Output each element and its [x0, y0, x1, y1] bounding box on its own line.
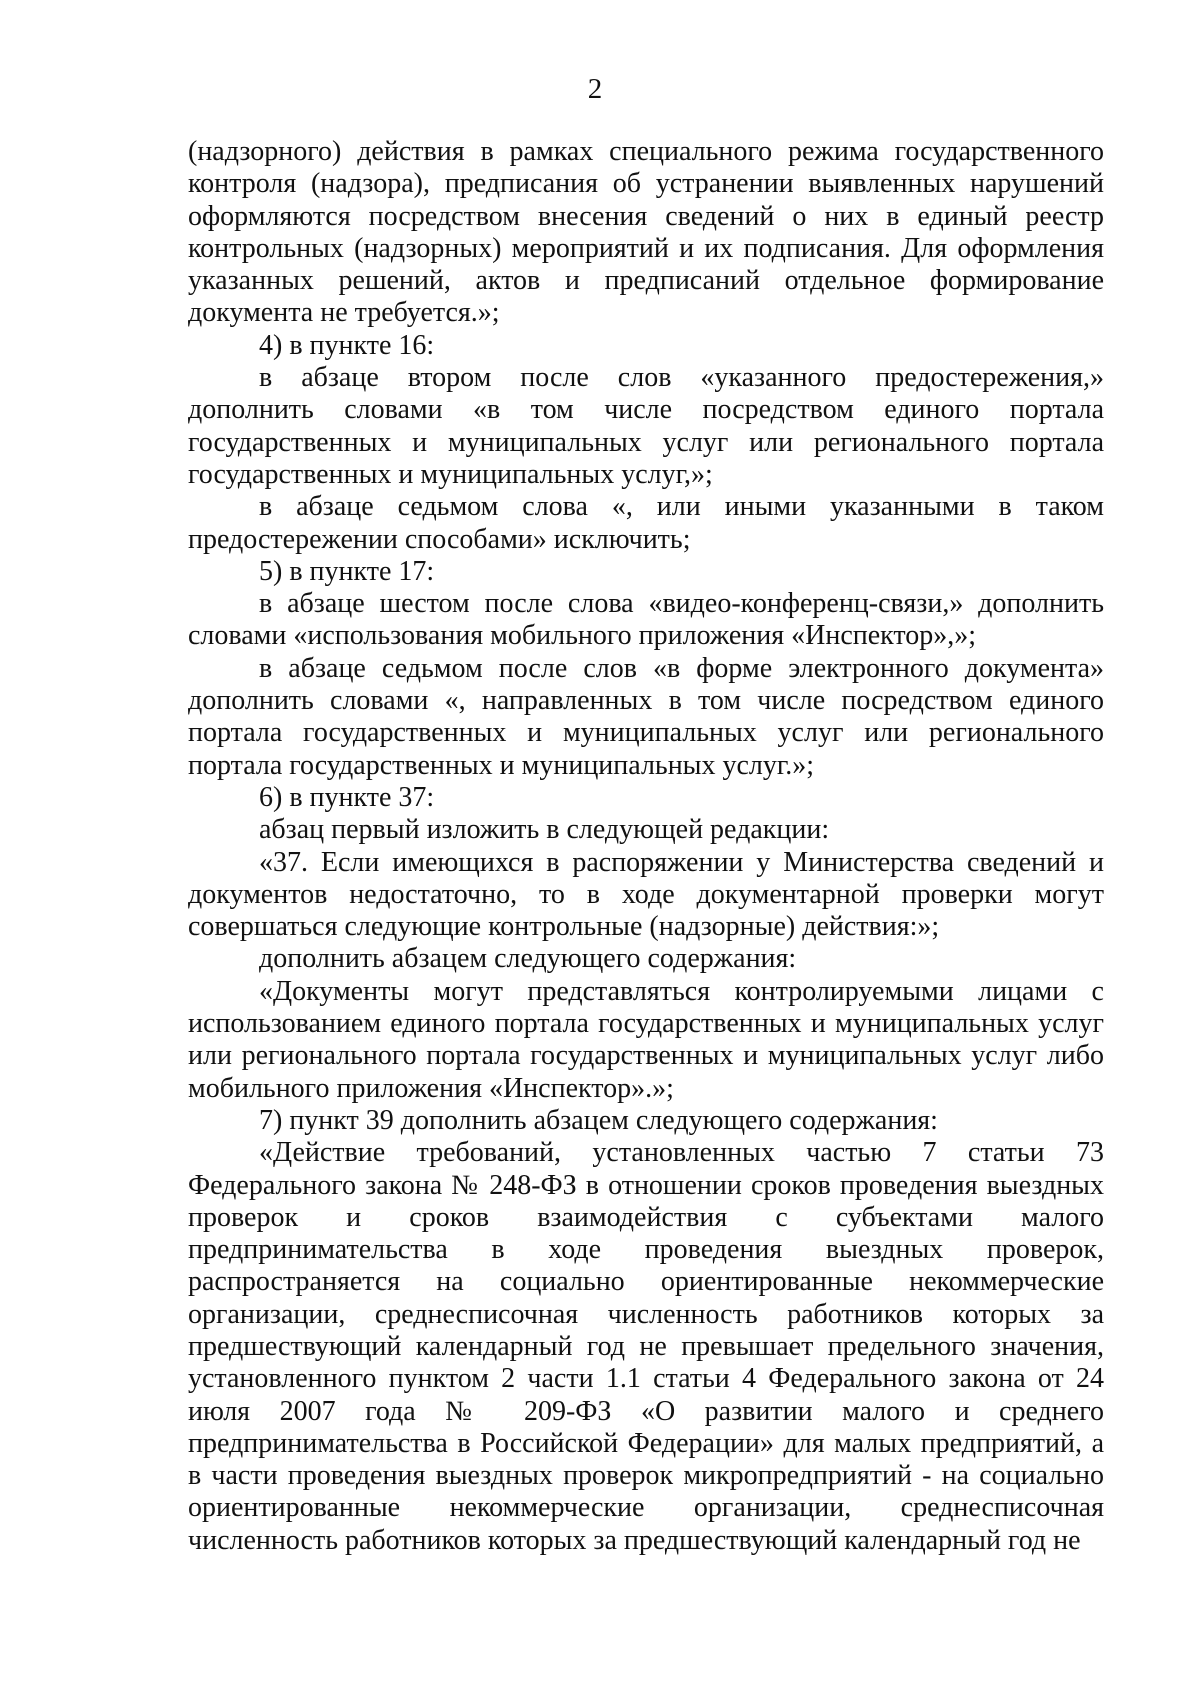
paragraph-item-5: 5) в пункте 17: — [259, 555, 435, 587]
paragraph-quote-39: «Действие требований, установленных частью 7 статьи 73 Федерального закона № 248-ФЗ в отношении сроков проведения выездных проверок и сроков взаимодействия с субъектами малого предпринимательства в ходе проведения выездных проверок, распространяется на социально ориентированные некоммерческие организации, среднесписочная численность работников которых за предшествующий календарный год не превышает предельного значения, установленного пунктом 2 части 1.1 статьи 4 Федерального закона от 24 июля 2007 года № 209-ФЗ «О развитии малого и среднего предпринимательства в Российской Федерации» для малых предприятий, а в части проведения выездных проверок микропредприятий - на социально ориентированные некоммерческие организации, среднесписочная численность работников которых за предшествующий календарный год не — [188, 1137, 1104, 1556]
page-number: 2 — [587, 73, 603, 105]
document-body — [188, 136, 1104, 1557]
paragraph-amend-16-2: в абзаце втором после слов «указанного предостережения,» дополнить словами «в том числе посредством единого портала государственных и муниципальных услуг или регионального портала государственных и муниципальных услуг,»; — [188, 362, 1104, 490]
paragraph-quote-37: «37. Если имеющихся в распоряжении у Министерства сведений и документов недостаточно, то в ходе документарной проверки могут совершаться следующие контрольные (надзорные) действия:»; — [188, 846, 1104, 943]
paragraph-amend-16-7: в абзаце седьмом слова «, или иными указанными в таком предостережении способами» исключить; — [188, 491, 1104, 555]
paragraph-item-7: 7) пункт 39 дополнить абзацем следующего содержания: — [259, 1104, 938, 1136]
paragraph-item-6: 6) в пункте 37: — [259, 781, 435, 813]
paragraph-amend-37-add: дополнить абзацем следующего содержания: — [259, 943, 797, 975]
paragraph-amend-17-7: в абзаце седьмом после слов «в форме электронного документа» дополнить словами «, направленных в том числе посредством единого портала государственных и муниципальных услуг или регионального портала государственных и муниципальных услуг.»; — [188, 652, 1104, 781]
paragraph-quote-documents: «Документы могут представляться контролируемыми лицами с использованием единого портала государственных и муниципальных услуг или регионального портала государственных и муниципальных услуг либо мобильного приложения «Инспектор».»; — [188, 975, 1104, 1104]
paragraph-item-4: 4) в пункте 16: — [259, 329, 435, 361]
paragraph-continuation: (надзорного) действия в рамках специального режима государственного контроля (надзора), предписания об устранении выявленных нарушений оформляются посредством внесения сведений о них в единый реестр контрольных (надзорных) мероприятий и их подписания. Для оформления указанных решений, актов и предписаний отдельное формирование документа не требуется.»; — [188, 136, 1104, 329]
paragraph-amend-37-1: абзац первый изложить в следующей редакции: — [259, 814, 830, 846]
paragraph-amend-17-6: в абзаце шестом после слова «видео-конференц-связи,» дополнить словами «использования мобильного приложения «Инспектор»,»; — [188, 588, 1104, 652]
